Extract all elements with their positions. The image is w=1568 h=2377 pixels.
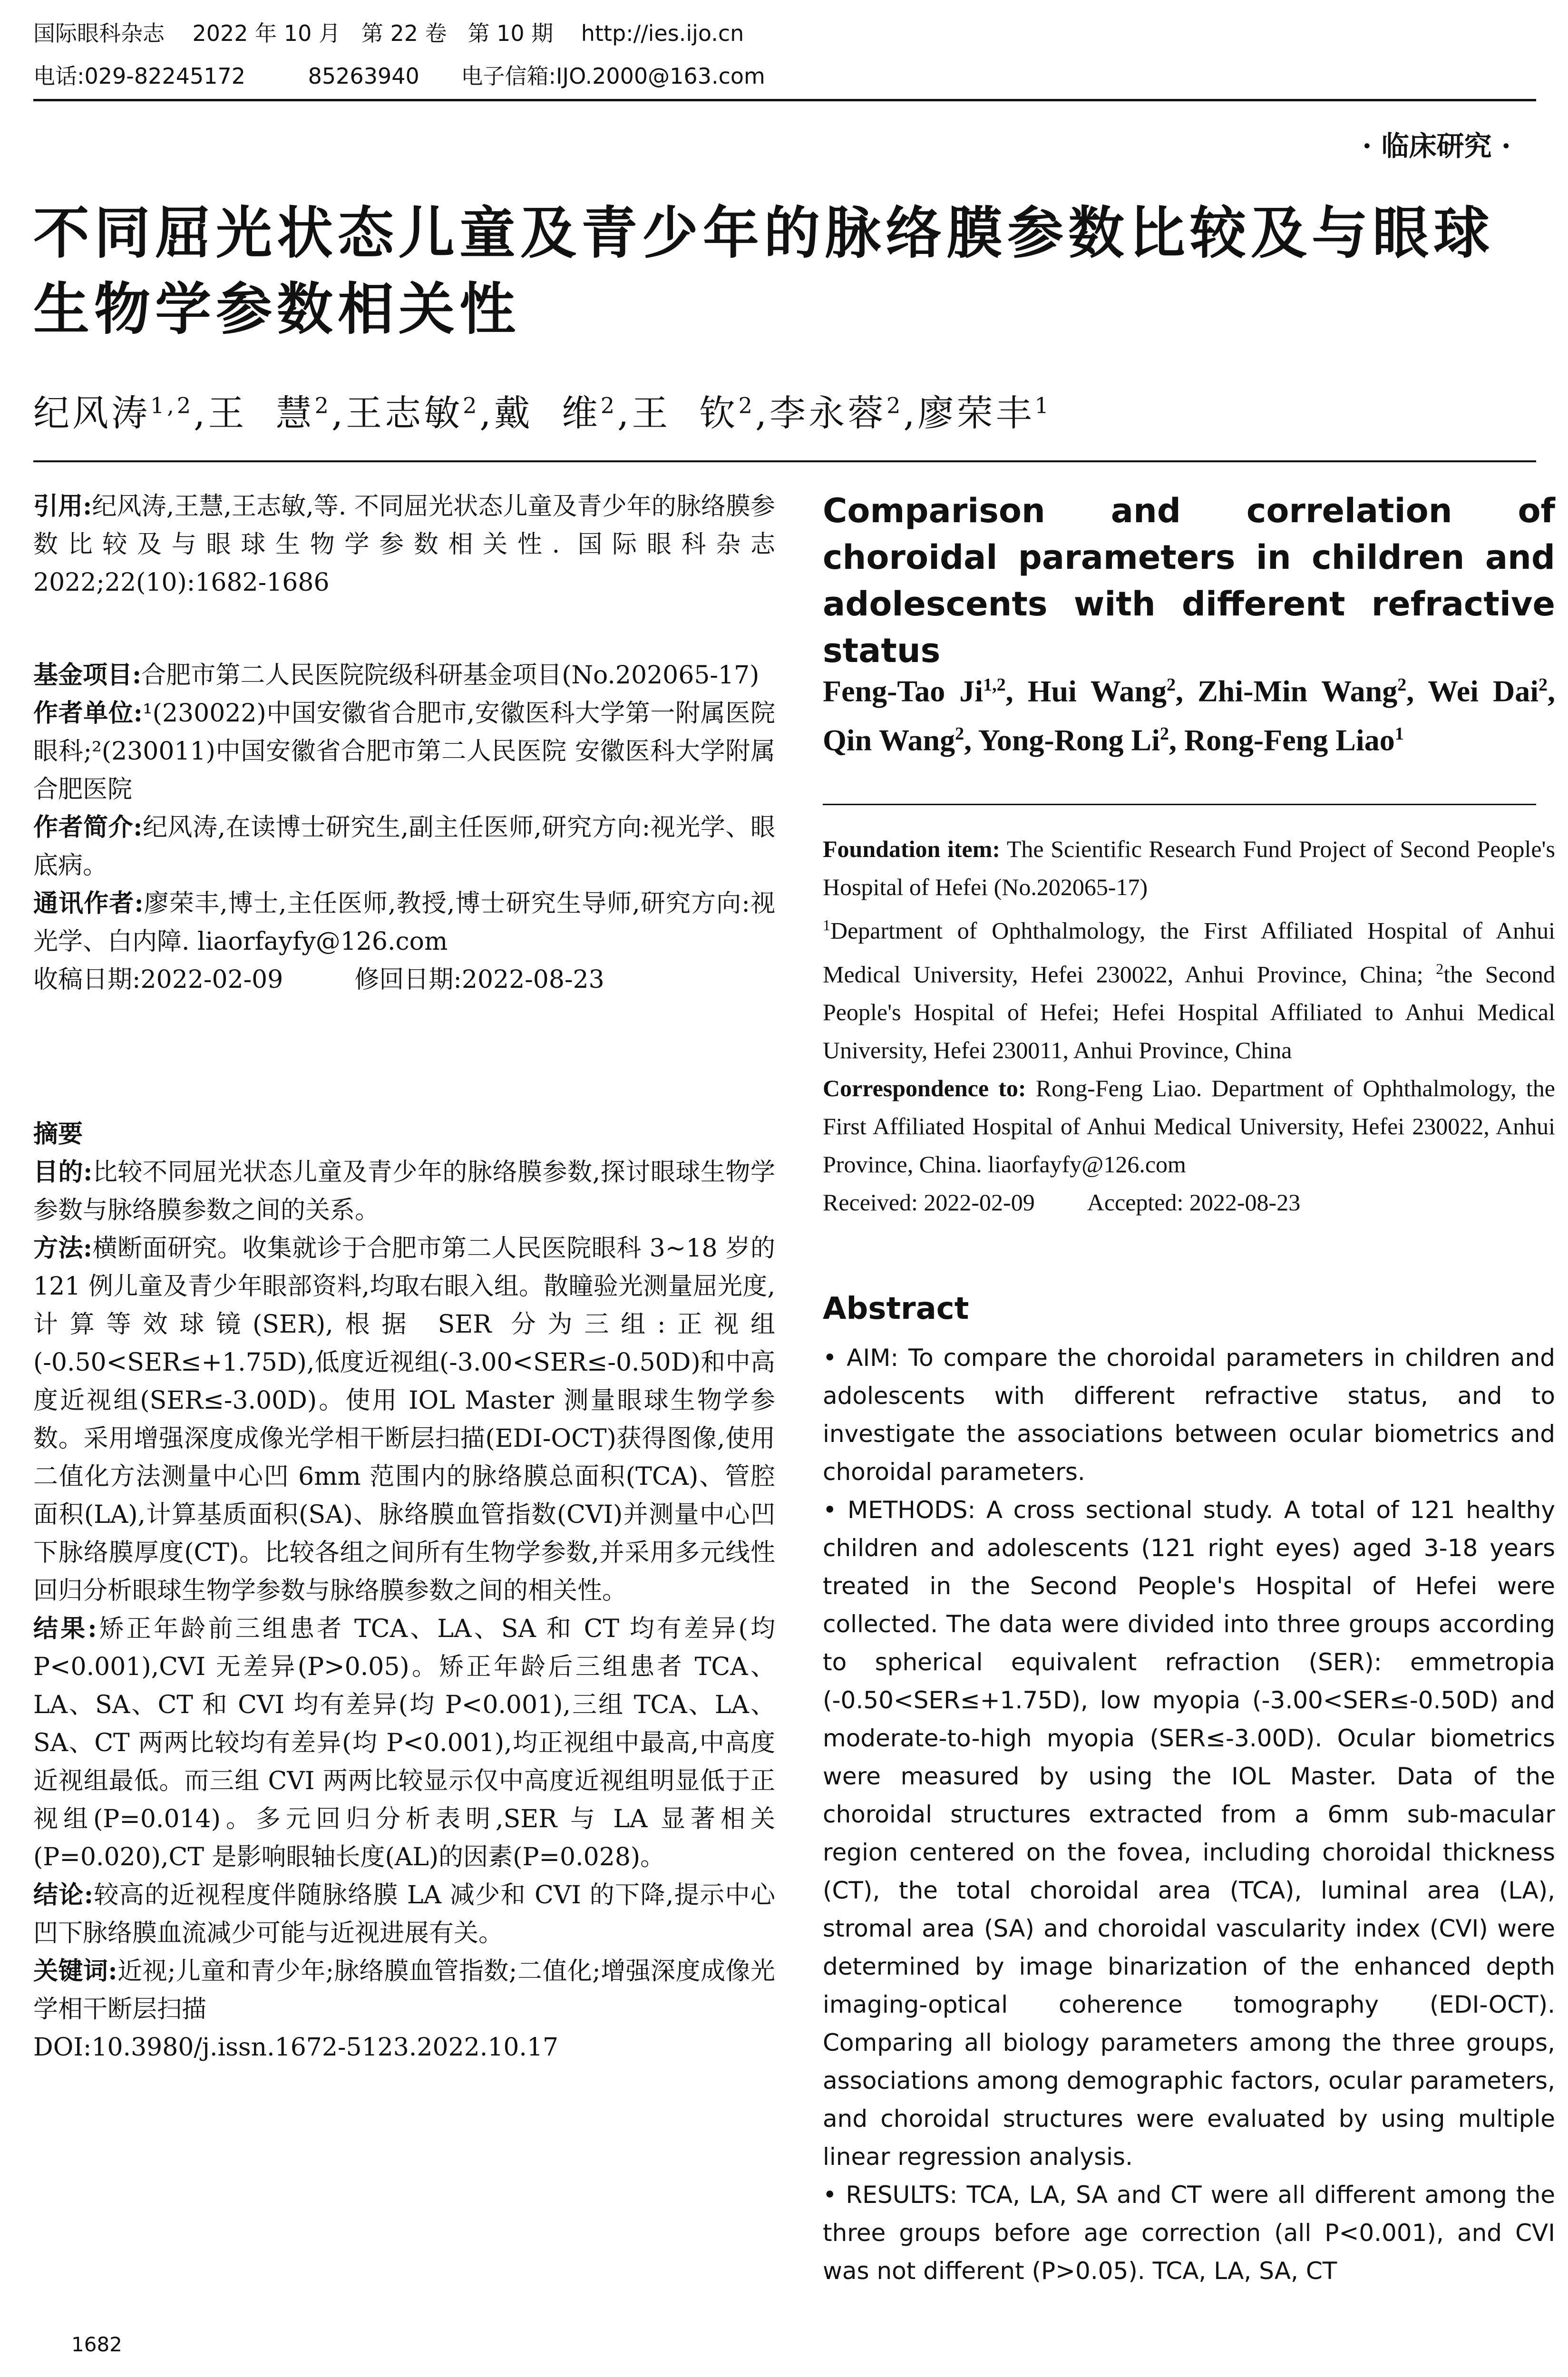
author-separator: , [479, 392, 494, 434]
author-name: 王 慧 [208, 392, 315, 434]
received-date: 2022-02-09 [140, 965, 283, 994]
author-affil: 2 [314, 392, 331, 419]
author-name-en: Hui Wang [1027, 674, 1167, 708]
author-name: 戴 维 [494, 392, 601, 434]
revised-date: 2022-08-23 [461, 965, 604, 994]
author-separator: , [194, 392, 208, 434]
author-affil: 2 [463, 392, 480, 419]
author-affil-en: 2 [1397, 675, 1407, 695]
author-separator: , [617, 392, 632, 434]
journal-header-line1: 国际眼科杂志 2022 年 10 月 第 22 卷 第 10 期 http://ies.ijo.cn [33, 20, 744, 46]
correspondence-label: Correspondence to: [823, 1075, 1026, 1102]
author-name-en: Feng-Tao Ji [823, 674, 984, 708]
abstract-heading-cn: 摘要 [33, 1120, 83, 1149]
author-affil-en: 1,2 [983, 675, 1006, 695]
article-info-en [823, 830, 1555, 1221]
author-separator: , [331, 392, 346, 434]
abstract-cn [33, 1115, 775, 2066]
results-text: 矫正年龄前三组患者 TCA、LA、SA 和 CT 均有差异(均 P<0.001),CVI 无差异(P>0.05)。矫正年龄后三组患者 TCA、LA、SA、CT 和 CVI 均有差异(均 P<0.001),三组 TCA、LA、SA、CT 两两比较均有差异(均 P<0.001),均正视组中最高,中高度近视组最低。而三组 CVI 两两比较显示仅中高度近视组明显低于正视组(P=0.014)。多元回归分析表明,SER 与 LA 显著相关(P=0.020),CT 是影响眼轴长度(AL)的因素(P=0.028)。 [33, 1615, 775, 1871]
author-affil: 2 [600, 392, 618, 419]
revised-label: 修回日期: [354, 965, 462, 994]
methods-text: 横断面研究。收集就诊于合肥市第二人民医院眼科 3~18 岁的 121 例儿童及青少年眼部资料,均取右眼入组。散瞳验光测量屈光度,计算等效球镜(SER),根据 SER 分为三组:正视组(-0.50<SER≤+1.75D),低度近视组(-3.00<SER≤-0.50D)和中高度近视组(SER≤-3.00D)。使用 IOL Master 测量眼球生物学参数。采用增强深度成像光学相干断层扫描(EDI-OCT)获得图像,使用二值化方法测量中心凹 6mm 范围内的脉络膜总面积(TCA)、管腔面积(LA),计算基质面积(SA)、脉络膜血管指数(CVI)并测量中心凹下脉络膜厚度(CT)。比较各组之间所有生物学参数,并采用多元线性回归分析眼球生物学参数与脉络膜参数之间的相关性。 [33, 1234, 775, 1605]
author-separator: , [755, 392, 770, 434]
accepted-label-en: Accepted: [1087, 1189, 1184, 1216]
aim-label: 目的: [33, 1158, 93, 1187]
author-name-en: Wei Dai [1428, 674, 1539, 708]
aim-en: • AIM: To compare the choroidal parameters in children and adolescents with different refractive status, and to investigate the associations between ocular biometrics and choroidal parameters. [823, 1344, 1555, 1486]
author-affil: 2 [738, 392, 755, 419]
author-name: 廖荣丰 [917, 392, 1035, 434]
aim-text: 比较不同屈光状态儿童及青少年的脉络膜参数,探讨眼球生物学参数与脉络膜参数之间的关系。 [33, 1158, 775, 1225]
bio-text: 纪风涛,在读博士研究生,副主任医师,研究方向:视光学、眼底病。 [33, 813, 776, 880]
abstract-en [823, 1339, 1555, 2290]
author-name-en: Qin Wang [823, 723, 955, 757]
author-name: 李永蓉 [769, 392, 887, 434]
foundation-label: Foundation item: [823, 836, 1001, 862]
abstract-heading-en: Abstract [823, 1291, 969, 1326]
author-affil: 1 [1034, 392, 1052, 419]
received-label: 收稿日期: [33, 965, 141, 994]
citation-block [33, 487, 775, 602]
affil-sup: 1 [823, 916, 830, 934]
author-rule-en [823, 804, 1536, 805]
results-label: 结果: [33, 1614, 97, 1643]
affil-text: the Second People's Hospital of Hefei; Hefei Hospital Affiliated to Anhui Medical University, Hefei 230011, Anhui Province, China [823, 961, 1555, 1064]
citation-label: 引用: [33, 492, 92, 521]
methods-en: • METHODS: A cross sectional study. A total of 121 healthy children and adolescents (121 right eyes) aged 3-18 years treated in the Second People's Hospital of Hefei were collected. The data were divided into three groups according to spherical equivalent refraction (SER): emmetropia (-0.50<SER≤+1.75D), low myopia (-3.00<SER≤-0.50D) and moderate-to-high myopia (SER≤-3.00D). Ocular biometrics were measured by using the IOL Master. Data of the choroidal structures extracted from a 6mm sub-macular region centered on the fovea, including choroidal thickness (CT), the total choroidal area (TCA), luminal area (LA), stromal area (SA) and choroidal vascularity index (CVI) were determined by image binarization of the enhanced depth imaging-optical coherence tomography (EDI-OCT). Comparing all biology parameters among the three groups, associations among demographic factors, ocular parameters, and choroidal structures were evaluated by using multiple linear regression analysis. [823, 1496, 1555, 2171]
keywords-label: 关键词: [33, 1957, 117, 1986]
journal-header-line2: 电话:029-82245172 85263940 电子信箱:IJO.2000@163.com [33, 63, 765, 89]
unit-label: 作者单位: [33, 699, 143, 728]
received-label-en: Received: [823, 1189, 918, 1216]
affil-sup: 2 [1436, 960, 1444, 977]
article-info-block [33, 656, 775, 999]
author-name-en: Yong-Rong Li [978, 723, 1160, 757]
author-affil-en: 2 [1166, 675, 1176, 695]
article-title-cn: 不同屈光状态儿童及青少年的脉络膜参数比较及与眼球生物学参数相关性 [33, 200, 1495, 342]
author-name: 纪风涛 [33, 392, 150, 434]
author-affil: 1,2 [150, 392, 194, 419]
conclusion-text: 较高的近视程度伴随脉络膜 LA 减少和 CVI 的下降,提示中心凹下脉络膜血流减少可能与近视进展有关。 [33, 1881, 775, 1948]
page-number: 1682 [71, 2333, 122, 2356]
results-en: • RESULTS: TCA, LA, SA and CT were all different among the three groups before age correction (all P<0.001), and CVI was not different (P>0.05). TCA, LA, SA, CT [823, 2181, 1555, 2285]
correspondence-text: Rong-Feng Liao. Department of Ophthalmology, the First Affiliated Hospital of Anhui Medical University, Hefei 230022, Anhui Province, China. liaorfayfy@126.com [823, 1075, 1555, 1178]
author-name-en: Rong-Feng Liao [1184, 723, 1395, 757]
accepted-date-en: 2022-08-23 [1189, 1189, 1301, 1216]
author-affil-en: 2 [1160, 724, 1169, 744]
author-affil: 2 [886, 392, 904, 419]
header-rule [33, 99, 1536, 101]
unit-text: ¹(230022)中国安徽省合肥市,安徽医科大学第一附属医院眼科;²(230011)中国安徽省合肥市第二人民医院 安徽医科大学附属合肥医院 [33, 699, 775, 804]
section-tag: · 临床研究 · [1362, 130, 1511, 162]
author-list-cn [33, 384, 1052, 436]
author-affil-en: 1 [1394, 724, 1404, 744]
affil-text: Department of Ophthalmology, the First Affiliated Hospital of Anhui Medical University, Hefei 230022, Anhui Province, China; [823, 917, 1555, 988]
author-affil-en: 2 [1539, 675, 1548, 695]
foundation-text: The Scientific Research Fund Project of Second People's Hospital of Hefei (No.202065-17) [823, 836, 1555, 900]
title-rule [33, 460, 1536, 462]
author-name: 王 钦 [632, 392, 739, 434]
article-title-en: Comparison and correlation of choroidal parameters in children and adolescents with different refractive status [823, 491, 1555, 670]
conclusion-label: 结论: [33, 1880, 93, 1909]
bio-label: 作者简介: [33, 813, 143, 842]
fund-label: 基金项目: [33, 661, 142, 690]
author-name: 王志敏 [346, 392, 463, 434]
methods-label: 方法: [33, 1234, 93, 1263]
keywords-text: 近视;儿童和青少年;脉络膜血管指数;二值化;增强深度成像光学相干断层扫描 [33, 1957, 775, 2024]
author-separator: , [903, 392, 918, 434]
author-list-en: Feng-Tao Ji$^{1,2}$, Hui Wang$^2$, Zhi-Min Wang$^2$, Wei Dai$^2$, Qin Wang$^2$, Yong-Rong Li$^2$, Rong-Feng Liao$^1$ [823, 674, 1555, 757]
received-date-en: 2022-02-09 [924, 1189, 1035, 1216]
author-affil-en: 2 [955, 724, 964, 744]
author-name-en: Zhi-Min Wang [1198, 674, 1398, 708]
doi: DOI:10.3980/j.issn.1672-5123.2022.10.17 [33, 2033, 559, 2062]
fund-text: 合肥市第二人民医院院级科研基金项目(No.202065-17) [141, 661, 760, 690]
corr-label: 通讯作者: [33, 889, 144, 918]
citation-text: 纪风涛,王慧,王志敏,等. 不同屈光状态儿童及青少年的脉络膜参数比较及与眼球生物学参数相关性. 国际眼科杂志 2022;22(10):1682-1686 [33, 492, 775, 597]
corr-text: 廖荣丰,博士,主任医师,教授,博士研究生导师,研究方向:视光学、白内障. liaorfayfy@126.com [33, 889, 775, 956]
